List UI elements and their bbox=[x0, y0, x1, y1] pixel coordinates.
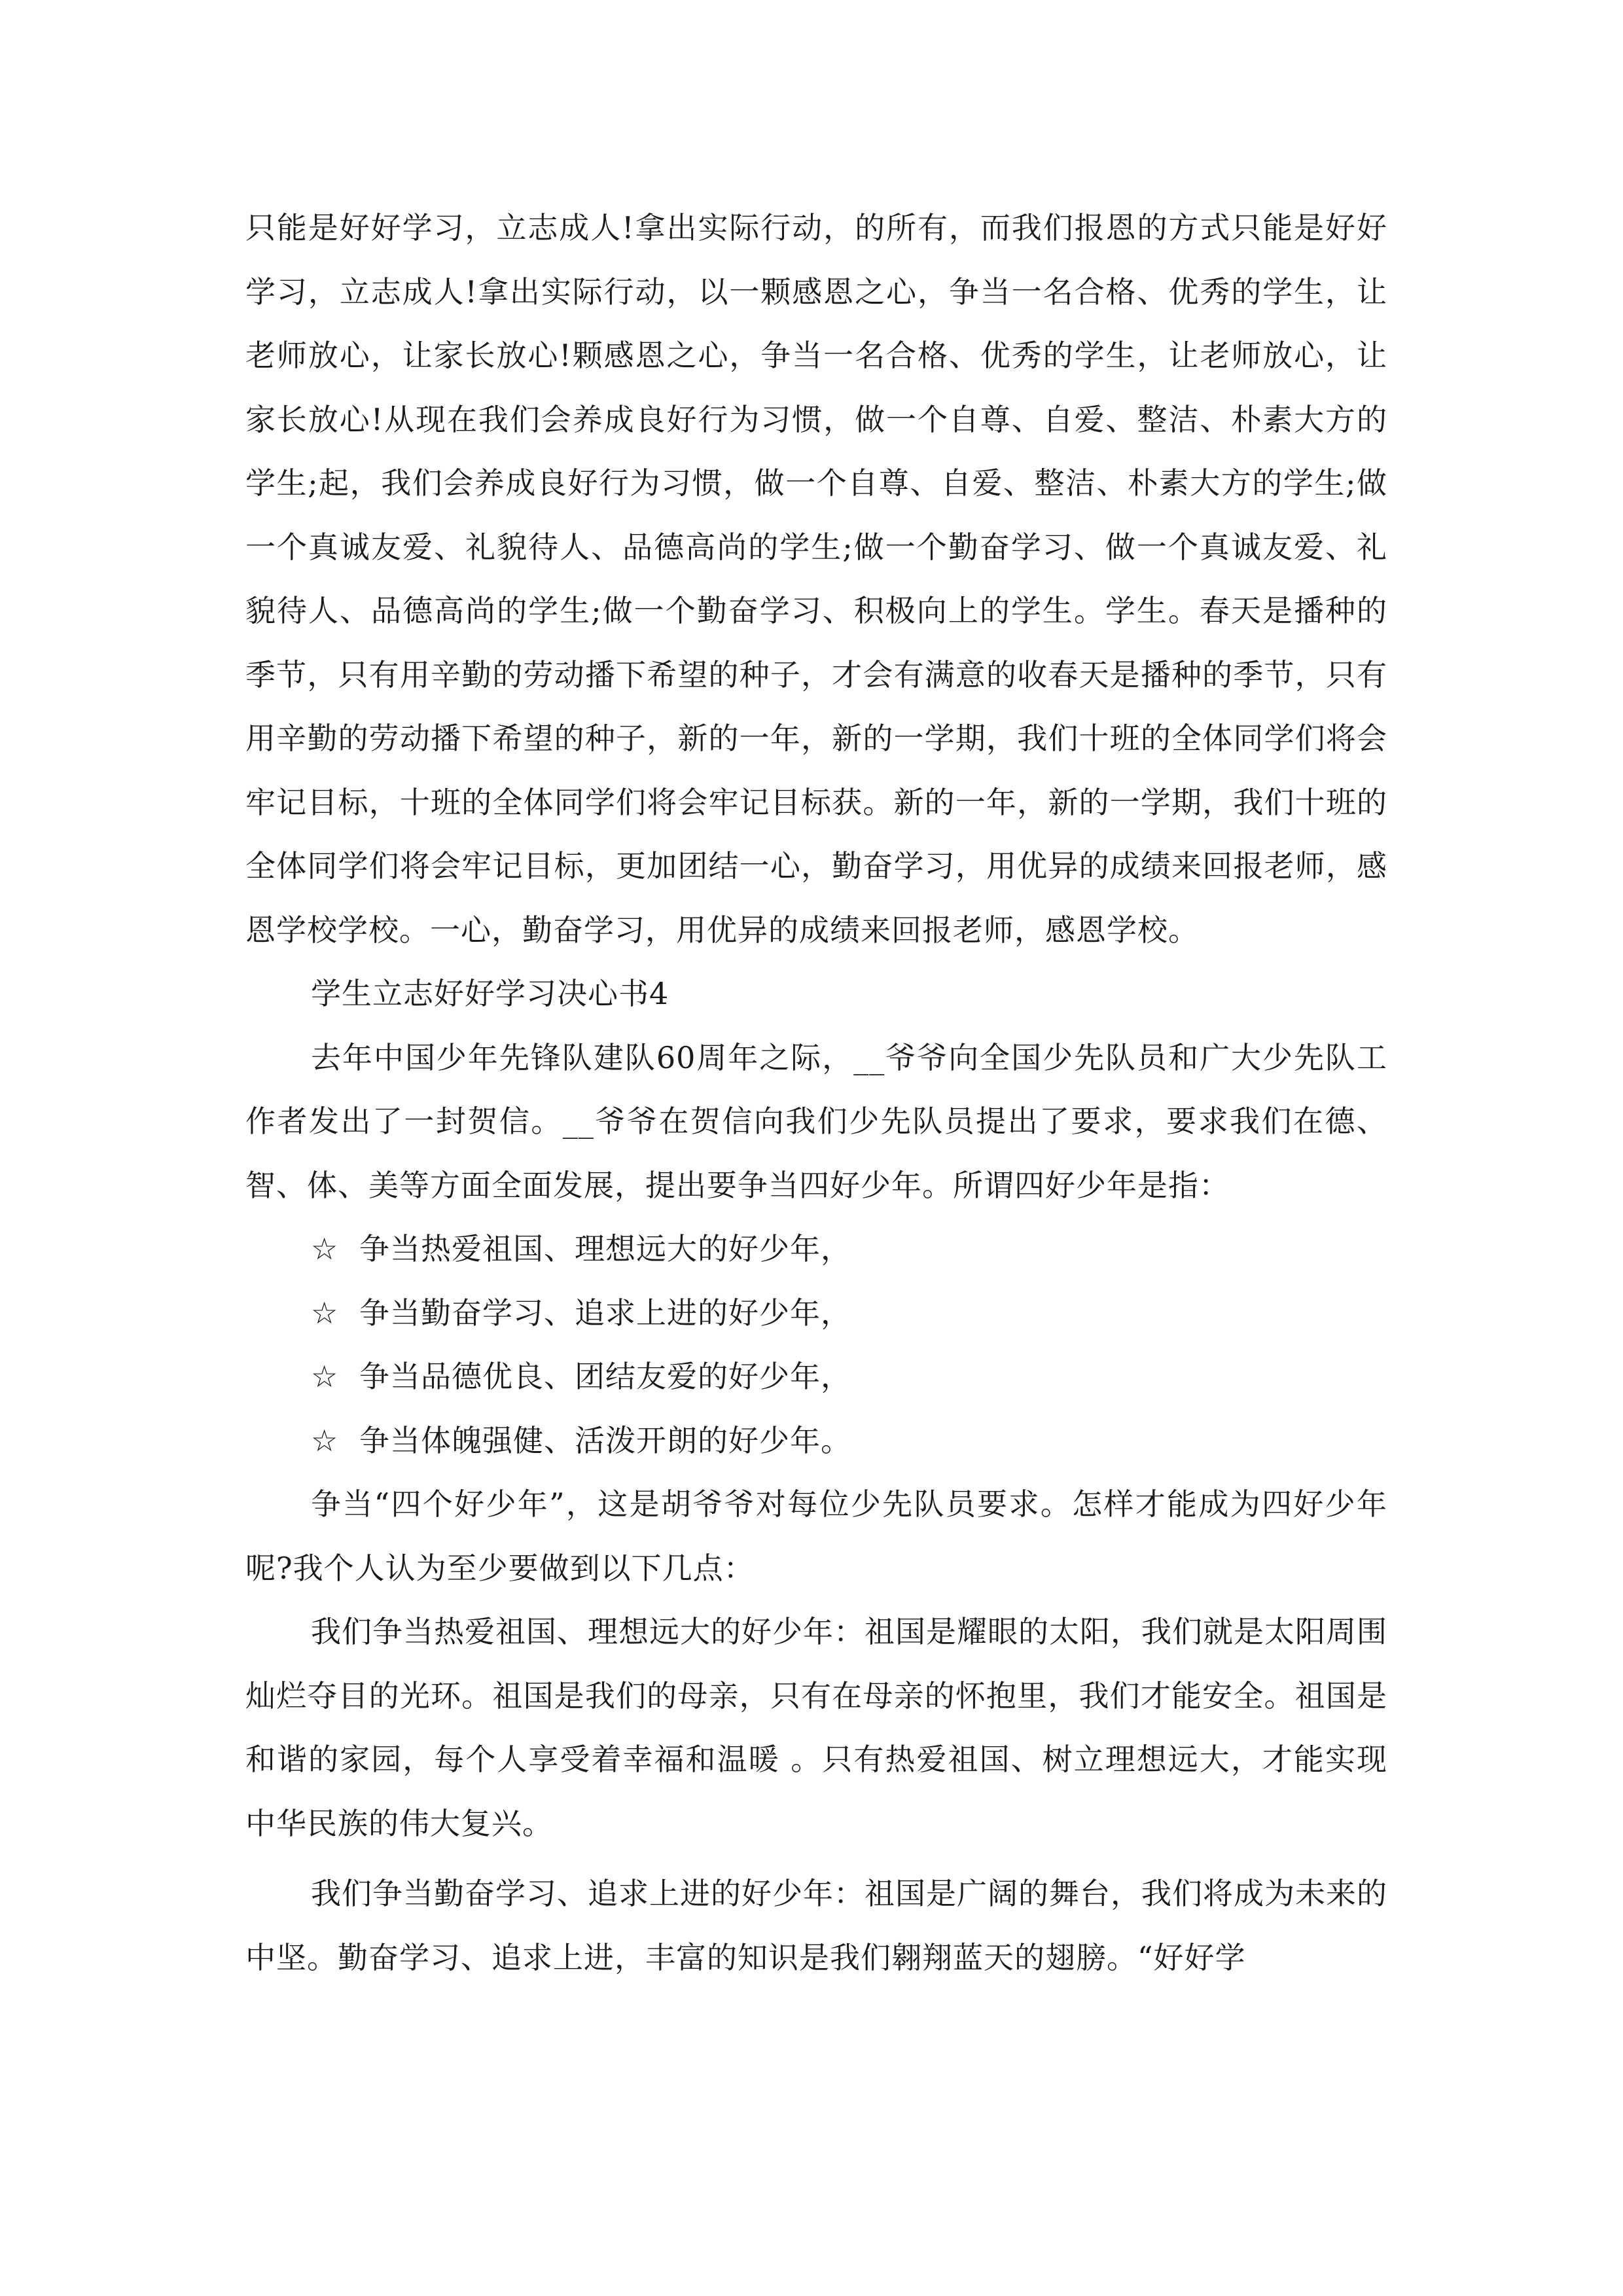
goal-item bbox=[245, 1409, 1387, 1473]
paragraph-gap bbox=[245, 1856, 1387, 1862]
goal-text: 争当体魄强健、活泼开朗的好少年。 bbox=[359, 1422, 851, 1458]
point1-paragraph: 我们争当热爱祖国、理想远大的好少年：祖国是耀眼的太阳，我们就是太阳周围灿烂夺目的光环。祖国是我们的母亲，只有在母亲的怀抱里，我们才能安全。祖国是和谐的家园，每个人享受着幸福和温暖 。只有热爱祖国、树立理想远大，才能实现中华民族的伟大复兴。 bbox=[245, 1614, 1387, 1841]
goal-item bbox=[245, 1282, 1387, 1346]
star-icon: ☆ bbox=[311, 1359, 339, 1394]
goal-item bbox=[245, 1345, 1387, 1409]
star-icon: ☆ bbox=[311, 1295, 339, 1331]
intro-paragraph: 去年中国少年先锋队建队60周年之际，__爷爷向全国少先队员和广大少先队工作者发出了一封贺信。__爷爷在贺信向我们少先队员提出了要求，要求我们在德、智、体、美等方面全面发展，提出要争当四好少年。所谓四好少年是指： bbox=[245, 1039, 1387, 1203]
question-paragraph: 争当“四个好少年”，这是胡爷爷对每位少先队员要求。怎样才能成为四好少年呢?我个人认为至少要做到以下几点： bbox=[245, 1486, 1387, 1586]
section-title: 学生立志好好学习决心书4 bbox=[311, 976, 669, 1011]
point2-paragraph: 我们争当勤奋学习、追求上进的好少年：祖国是广阔的舞台，我们将成为未来的中坚。勤奋学习、追求上进，丰富的知识是我们翱翔蓝天的翅膀。“好好学 bbox=[245, 1876, 1387, 1975]
goal-item bbox=[245, 1217, 1387, 1282]
goal-text: 争当勤奋学习、追求上进的好少年， bbox=[359, 1295, 851, 1331]
goal-text: 争当品德优良、团结友爱的好少年， bbox=[359, 1359, 851, 1394]
document-body bbox=[245, 196, 1387, 1990]
star-icon: ☆ bbox=[311, 1231, 339, 1266]
continuation-paragraph: 只能是好好学习，立志成人!拿出实际行动，的所有，而我们报恩的方式只能是好好学习，立志成人!拿出实际行动，以一颗感恩之心，争当一名合格、优秀的学生，让老师放心，让家长放心!颗感恩之心，争当一名合格、优秀的学生，让老师放心，让家长放心!从现在我们会养成良好行为习惯，做一个自尊、自爱、整洁、朴素大方的学生;起，我们会养成良好行为习惯，做一个自尊、自爱、整洁、朴素大方的学生;做一个真诚友爱、礼貌待人、品德高尚的学生;做一个勤奋学习、做一个真诚友爱、礼貌待人、品德高尚的学生;做一个勤奋学习、积极向上的学生。学生。春天是播种的季节，只有用辛勤的劳动播下希望的种子，才会有满意的收春天是播种的季节，只有用辛勤的劳动播下希望的种子，新的一年，新的一学期，我们十班的全体同学们将会牢记目标，十班的全体同学们将会牢记目标获。新的一年，新的一学期，我们十班的全体同学们将会牢记目标，更加团结一心，勤奋学习，用优异的成绩来回报老师，感恩学校学校。一心，勤奋学习，用优异的成绩来回报老师，感恩学校。 bbox=[245, 210, 1387, 948]
goal-text: 争当热爱祖国、理想远大的好少年， bbox=[359, 1231, 851, 1266]
star-icon: ☆ bbox=[311, 1422, 339, 1458]
